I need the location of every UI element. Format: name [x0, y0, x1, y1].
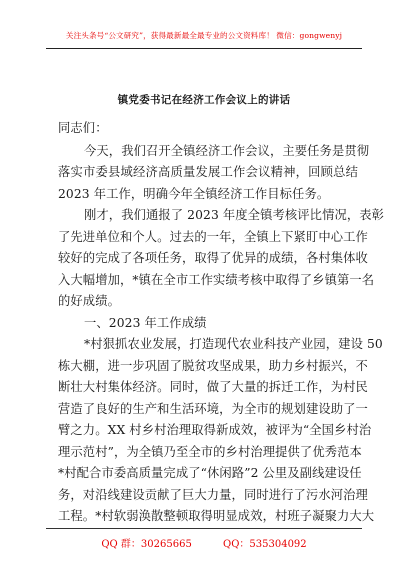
paragraph-line: 2023 年工作，明确今年全镇经济工作目标任务。 [58, 186, 330, 201]
paragraph-line: 了先进单位和个人。过去的一年，全镇上下紧盯中心工作 [58, 229, 368, 244]
paragraph-line: *村配合市委高质量完成了“休闲路”2 公里及副线建设任 [58, 466, 362, 480]
section-heading: 一、2023 年工作成绩 [84, 315, 207, 330]
paragraph-line: *村狠抓农业发展，打造现代农业科技产业园，建设 50 [84, 337, 383, 351]
paragraph-line: 务，对沿线建设贡献了巨大力量，同时进行了污水河治理 [58, 487, 368, 502]
footer-divider [46, 528, 362, 529]
footer-contact [0, 535, 408, 550]
footer-qq: QQ：535304092 [223, 539, 307, 550]
paragraph-line: 入大幅增加，*镇在全市工作实绩考核中取得了乡镇第一名 [58, 272, 375, 287]
paragraph-line: 栋大棚，进一步巩固了脱贫攻坚成果，助力乡村振兴，不 [58, 358, 368, 373]
salutation: 同志们： [58, 121, 108, 135]
footer-qq-group: QQ 群：30265665 [101, 539, 192, 550]
paragraph-line: 较好的完成了各项任务，取得了优异的成绩，各村集体收 [58, 251, 368, 265]
header-banner: 关注头条号“公文研究”，获得最新最全最专业的公文资料库！ 微信：gongwenyj [65, 31, 343, 40]
paragraph-line: 的好成绩。 [58, 294, 120, 308]
paragraph-line: 今天，我们召开全镇经济工作会议，主要任务是贯彻 [84, 143, 370, 158]
document-body [58, 118, 385, 528]
paragraph-line: 刚才，我们通报了 2023 年度全镇考核评比情况，表彰 [84, 208, 385, 222]
paragraph-line: 臂之力。XX 村乡村治理取得新成效，被评为“全国乡村治 [58, 423, 372, 437]
paragraph-line: 理示范村”，为全镇乃至全市的乡村治理提供了优秀范本 [58, 444, 362, 459]
document-title: 镇党委书记在经济工作会议上的讲话 [117, 94, 291, 106]
paragraph-line: 营造了良好的生产和生活环境，为全市的规划建设助了一 [58, 401, 368, 416]
paragraph-line: 工程。*村软弱涣散整顿取得明显成效，村班子凝聚力大大 [58, 509, 375, 523]
header-divider [46, 48, 362, 49]
paragraph-line: 落实市委县域经济高质量发展工作会议精神，回顾总结 [58, 165, 358, 179]
paragraph-line: 断壮大村集体经济。同时，做了大量的拆迁工作，为村民 [58, 380, 368, 394]
